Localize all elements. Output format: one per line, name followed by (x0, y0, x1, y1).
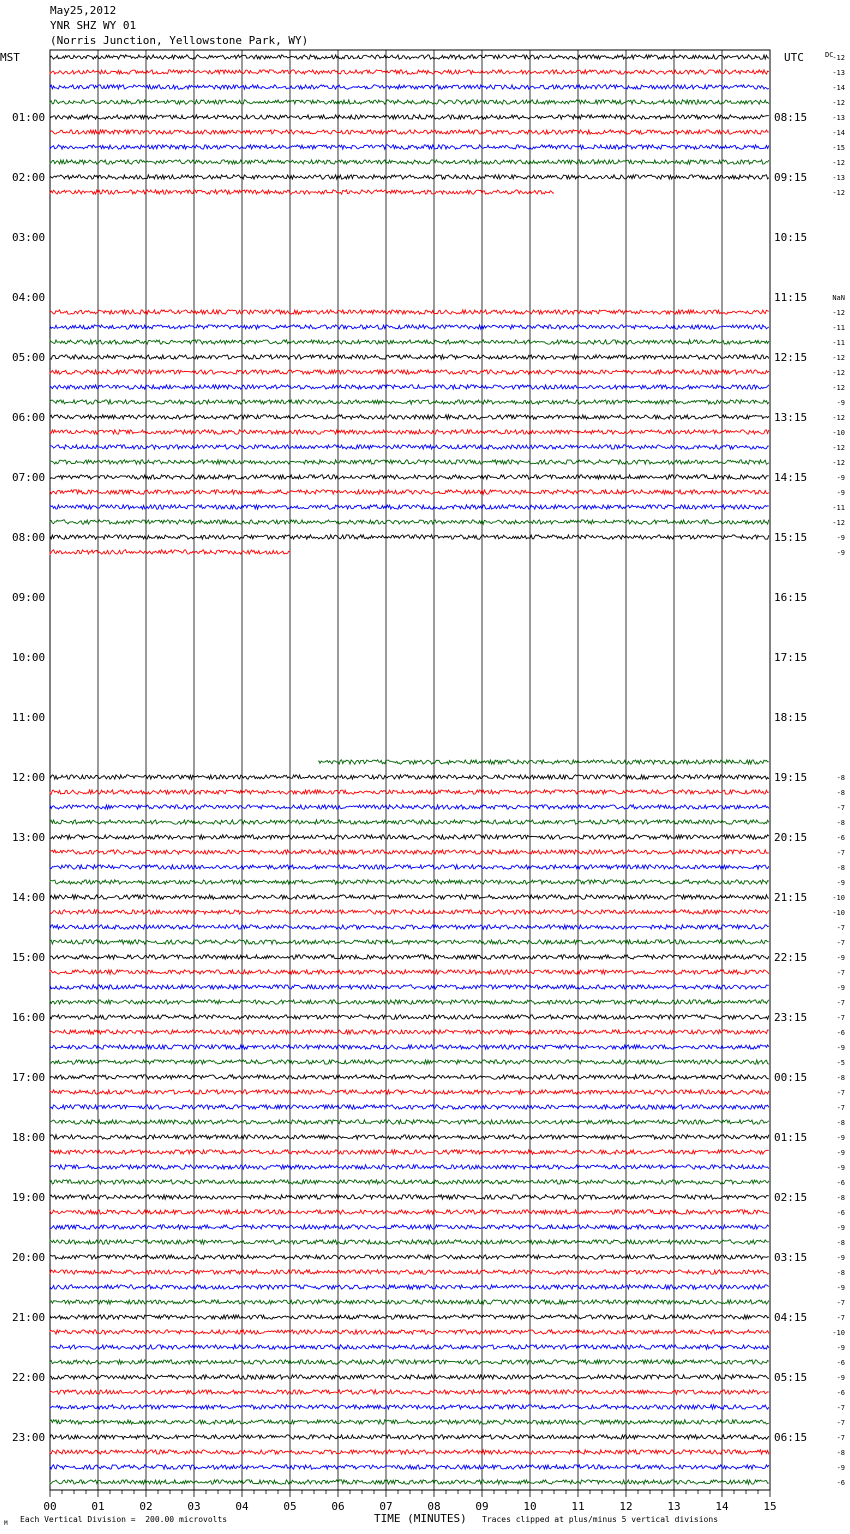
dc-offset-label: -12 (832, 54, 845, 62)
dc-offset-label: -7 (836, 1314, 845, 1322)
dc-offset-label: -14 (832, 129, 845, 137)
trace-line (50, 310, 769, 314)
dc-offset-label: -12 (832, 414, 845, 422)
trace-line (50, 115, 769, 119)
trace-line (50, 400, 769, 404)
trace-line (50, 850, 769, 854)
dc-offset-label: -9 (836, 1224, 845, 1232)
mst-hour-label: 17:00 (12, 1071, 46, 1084)
dc-offset-label: -9 (836, 1344, 845, 1352)
trace-line (50, 835, 769, 839)
trace-line (50, 1075, 769, 1079)
trace-line (50, 490, 769, 494)
utc-hour-label: 22:15 (774, 951, 808, 964)
dc-offset-label: -7 (836, 804, 845, 812)
dc-offset-label: -9 (836, 879, 845, 887)
trace-line (50, 1045, 769, 1049)
trace-line (50, 475, 769, 479)
trace-line (50, 100, 769, 104)
trace-line (50, 1000, 769, 1004)
utc-hour-label: 12:15 (774, 351, 808, 364)
trace-line (50, 85, 769, 89)
dc-offset-label: -13 (832, 69, 845, 77)
dc-offset-label: -11 (832, 339, 845, 347)
utc-hour-label: 02:15 (774, 1191, 808, 1204)
x-tick-label: 06 (331, 1500, 345, 1513)
trace-line (50, 1285, 769, 1289)
trace-line (50, 1135, 769, 1139)
trace-line (50, 865, 769, 869)
trace-line (50, 1165, 769, 1169)
utc-hour-label: 19:15 (774, 771, 808, 784)
dc-offset-label: NaN (832, 294, 845, 302)
trace-line (50, 1390, 769, 1394)
dc-offset-label: -8 (836, 1074, 845, 1082)
mst-hour-label: 18:00 (12, 1131, 46, 1144)
dc-offset-label: -9 (836, 1374, 845, 1382)
trace-line (50, 1180, 769, 1184)
trace-line (50, 1420, 769, 1424)
utc-hour-label: 03:15 (774, 1251, 808, 1264)
utc-hour-label: 10:15 (774, 231, 808, 244)
trace-line (50, 1345, 769, 1349)
mst-hour-label: 12:00 (12, 771, 46, 784)
mst-hour-label: 08:00 (12, 531, 46, 544)
mst-hour-label: 04:00 (12, 291, 46, 304)
utc-hour-label: 09:15 (774, 171, 808, 184)
dc-offset-label: -9 (836, 1044, 845, 1052)
utc-hour-label: 15:15 (774, 531, 808, 544)
trace-line (50, 1405, 769, 1409)
utc-label: UTC (784, 51, 804, 64)
mst-hour-label: 20:00 (12, 1251, 46, 1264)
trace-line (50, 55, 769, 59)
dc-offset-label: -8 (836, 819, 845, 827)
dc-offset-label: -7 (836, 969, 845, 977)
trace-line (50, 175, 769, 179)
trace-line (50, 1060, 769, 1064)
mst-hour-label: 23:00 (12, 1431, 46, 1444)
trace-line (50, 1300, 769, 1304)
dc-offset-label: -14 (832, 84, 845, 92)
trace-line (50, 1360, 769, 1364)
x-tick-label: 10 (523, 1500, 537, 1513)
trace-line (50, 1465, 769, 1469)
dc-offset-label: -7 (836, 1434, 845, 1442)
dc-offset-label: -7 (836, 1104, 845, 1112)
trace-line (50, 1270, 769, 1274)
trace-line (50, 550, 290, 554)
dc-offset-label: -7 (836, 1014, 845, 1022)
dc-offset-label: -9 (836, 474, 845, 482)
trace-line (50, 145, 769, 149)
mst-hour-label: 14:00 (12, 891, 46, 904)
trace-line (50, 1105, 769, 1109)
x-tick-label: 00 (43, 1500, 57, 1513)
utc-hour-label: 18:15 (774, 711, 808, 724)
trace-line (50, 790, 769, 794)
utc-hour-label: 11:15 (774, 291, 808, 304)
chart-station: YNR SHZ WY 01 (50, 19, 137, 32)
trace-line (50, 130, 769, 134)
dc-offset-label: -9 (836, 1464, 845, 1472)
x-tick-label: 11 (571, 1500, 585, 1513)
dc-offset-label: -8 (836, 1449, 845, 1457)
trace-line (50, 1240, 769, 1244)
dc-offset-label: -12 (832, 309, 845, 317)
dc-offset-label: -7 (836, 1404, 845, 1412)
dc-offset-label: -7 (836, 1419, 845, 1427)
dc-offset-label: -9 (836, 1254, 845, 1262)
dc-offset-label: -12 (832, 354, 845, 362)
dc-offset-label: -10 (832, 429, 845, 437)
x-axis-title: TIME (MINUTES) (374, 1512, 467, 1525)
mst-hour-label: 13:00 (12, 831, 46, 844)
dc-offset-label: -10 (832, 909, 845, 917)
x-tick-label: 04 (235, 1500, 249, 1513)
trace-line (50, 925, 769, 929)
trace-line (50, 1255, 769, 1259)
mst-hour-label: 07:00 (12, 471, 46, 484)
chart-date: May25,2012 (50, 4, 117, 17)
dc-offset-label: -9 (836, 549, 845, 557)
dc-offset-label: -10 (832, 894, 845, 902)
mst-hour-label: 06:00 (12, 411, 46, 424)
x-tick-label: 01 (91, 1500, 105, 1513)
dc-label: DC (825, 51, 834, 59)
trace-line (50, 190, 554, 194)
mst-hour-label: 16:00 (12, 1011, 46, 1024)
x-tick-label: 08 (427, 1500, 441, 1513)
dc-offset-label: -7 (836, 849, 845, 857)
x-tick-label: 15 (763, 1500, 777, 1513)
trace-line (50, 1195, 769, 1199)
utc-hour-label: 05:15 (774, 1371, 808, 1384)
trace-line (50, 370, 769, 374)
mst-hour-label: 02:00 (12, 171, 46, 184)
trace-line (50, 1450, 769, 1454)
trace-line (50, 1315, 769, 1319)
trace-line (50, 805, 769, 809)
utc-hour-label: 20:15 (774, 831, 808, 844)
dc-offset-label: -15 (832, 144, 845, 152)
dc-offset-label: -12 (832, 444, 845, 452)
mst-hour-label: 15:00 (12, 951, 46, 964)
trace-line (50, 1225, 769, 1229)
x-tick-label: 14 (715, 1500, 729, 1513)
trace-line (50, 460, 769, 464)
dc-offset-label: -8 (836, 1194, 845, 1202)
dc-offset-label: -9 (836, 954, 845, 962)
trace-line (50, 880, 769, 884)
utc-hour-label: 23:15 (774, 1011, 808, 1024)
dc-offset-label: -6 (836, 1389, 845, 1397)
dc-offset-label: -8 (836, 1239, 845, 1247)
dc-offset-label: -9 (836, 1134, 845, 1142)
trace-line (50, 955, 769, 959)
utc-hour-label: 08:15 (774, 111, 808, 124)
x-tick-label: 13 (667, 1500, 681, 1513)
dc-offset-label: -11 (832, 504, 845, 512)
utc-hour-label: 00:15 (774, 1071, 808, 1084)
trace-line (50, 355, 769, 359)
mst-hour-label: 22:00 (12, 1371, 46, 1384)
x-tick-label: 02 (139, 1500, 153, 1513)
trace-line (50, 70, 769, 74)
dc-offset-label: -9 (836, 399, 845, 407)
dc-offset-label: -13 (832, 174, 845, 182)
trace-line (50, 415, 769, 419)
trace-line (50, 1150, 769, 1154)
mst-hour-label: 03:00 (12, 231, 46, 244)
utc-hour-label: 06:15 (774, 1431, 808, 1444)
dc-offset-label: -12 (832, 519, 845, 527)
dc-offset-label: -8 (836, 1269, 845, 1277)
dc-offset-label: -7 (836, 939, 845, 947)
corner-mark: M (4, 1520, 8, 1527)
utc-hour-label: 04:15 (774, 1311, 808, 1324)
trace-line (50, 385, 769, 389)
mst-hour-label: 10:00 (12, 651, 46, 664)
dc-offset-label: -8 (836, 774, 845, 782)
dc-offset-label: -9 (836, 489, 845, 497)
scale-note: Each Vertical Division = 200.00 microvolts (20, 1515, 228, 1524)
x-tick-label: 03 (187, 1500, 201, 1513)
dc-offset-label: -6 (836, 1179, 845, 1187)
dc-offset-label: -12 (832, 159, 845, 167)
mst-hour-label: 01:00 (12, 111, 46, 124)
x-tick-label: 07 (379, 1500, 393, 1513)
utc-hour-label: 14:15 (774, 471, 808, 484)
trace-line (50, 910, 769, 914)
clip-note: Traces clipped at plus/minus 5 vertical divisions (482, 1515, 719, 1524)
trace-line (50, 1480, 769, 1484)
trace-line (50, 985, 769, 989)
trace-line (50, 1090, 769, 1094)
trace-line (50, 940, 769, 944)
dc-offset-label: -7 (836, 1299, 845, 1307)
dc-offset-label: -13 (832, 114, 845, 122)
dc-offset-label: -12 (832, 384, 845, 392)
mst-label: MST (0, 51, 20, 64)
dc-offset-label: -9 (836, 1164, 845, 1172)
trace-line (50, 775, 769, 779)
dc-offset-label: -7 (836, 1089, 845, 1097)
trace-line (50, 520, 769, 524)
mst-hour-label: 21:00 (12, 1311, 46, 1324)
dc-offset-label: -6 (836, 1479, 845, 1487)
trace-line (50, 1210, 769, 1214)
trace-line (50, 1120, 769, 1124)
dc-offset-label: -9 (836, 1284, 845, 1292)
chart-location: (Norris Junction, Yellowstone Park, WY) (50, 34, 309, 47)
dc-offset-label: -12 (832, 369, 845, 377)
trace-line (50, 445, 769, 449)
mst-hour-label: 11:00 (12, 711, 46, 724)
trace-line (50, 1030, 769, 1034)
dc-offset-label: -10 (832, 1329, 845, 1337)
utc-hour-label: 01:15 (774, 1131, 808, 1144)
x-tick-label: 12 (619, 1500, 633, 1513)
dc-offset-label: -9 (836, 534, 845, 542)
dc-offset-label: -6 (836, 1209, 845, 1217)
dc-offset-label: -5 (836, 1059, 845, 1067)
trace-line (50, 895, 769, 899)
mst-hour-label: 09:00 (12, 591, 46, 604)
mst-hour-label: 19:00 (12, 1191, 46, 1204)
trace-line (50, 1375, 769, 1379)
trace-line (50, 1330, 769, 1334)
dc-offset-label: -6 (836, 1029, 845, 1037)
trace-line (50, 160, 769, 164)
trace-line (50, 505, 769, 509)
trace-line (50, 325, 769, 329)
trace-line (50, 340, 769, 344)
x-tick-label: 05 (283, 1500, 297, 1513)
dc-offset-label: -8 (836, 1119, 845, 1127)
dc-offset-label: -12 (832, 189, 845, 197)
dc-offset-label: -7 (836, 999, 845, 1007)
dc-offset-label: -7 (836, 924, 845, 932)
utc-hour-label: 21:15 (774, 891, 808, 904)
trace-line (50, 1015, 769, 1019)
dc-offset-label: -11 (832, 324, 845, 332)
trace-line (50, 820, 769, 824)
dc-offset-label: -6 (836, 834, 845, 842)
dc-offset-label: -12 (832, 459, 845, 467)
trace-line (50, 535, 769, 539)
dc-offset-label: -8 (836, 864, 845, 872)
trace-line (50, 1435, 769, 1439)
dc-offset-label: -9 (836, 984, 845, 992)
dc-offset-label: -12 (832, 99, 845, 107)
x-tick-label: 09 (475, 1500, 489, 1513)
mst-hour-label: 05:00 (12, 351, 46, 364)
trace-line (50, 430, 769, 434)
utc-hour-label: 13:15 (774, 411, 808, 424)
utc-hour-label: 17:15 (774, 651, 808, 664)
utc-hour-label: 16:15 (774, 591, 808, 604)
dc-offset-label: -8 (836, 789, 845, 797)
dc-offset-label: -9 (836, 1149, 845, 1157)
trace-line (50, 970, 769, 974)
dc-offset-label: -6 (836, 1359, 845, 1367)
